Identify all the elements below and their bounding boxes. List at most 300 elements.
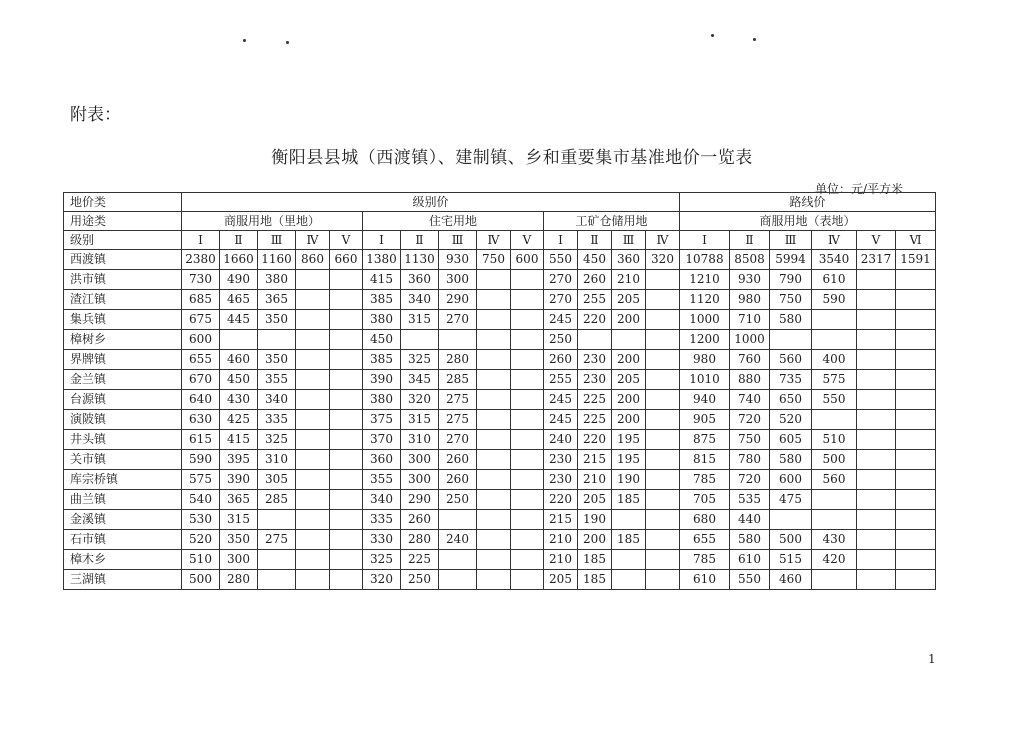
price-cell [439, 510, 477, 530]
price-cell: 415 [363, 270, 401, 290]
price-cell [511, 530, 544, 550]
grade-header-cell: Ⅴ [330, 231, 363, 250]
price-cell: 875 [680, 430, 730, 450]
price-cell: 465 [220, 290, 258, 310]
price-cell [896, 330, 936, 350]
price-cell: 680 [680, 510, 730, 530]
price-cell: 750 [730, 430, 770, 450]
price-cell: 310 [258, 450, 296, 470]
price-cell: 225 [401, 550, 439, 570]
price-cell [477, 430, 511, 450]
land-price-table [63, 192, 936, 590]
price-cell: 355 [258, 370, 296, 390]
price-cell: 315 [220, 510, 258, 530]
price-cell [439, 570, 477, 590]
price-cell: 735 [770, 370, 812, 390]
table-row [64, 390, 936, 410]
price-cell: 420 [812, 550, 857, 570]
table-row [64, 530, 936, 550]
price-cell: 340 [363, 490, 401, 510]
price-cell: 245 [544, 410, 578, 430]
price-cell [296, 350, 330, 370]
price-cell: 450 [578, 250, 612, 270]
price-cell: 1000 [680, 310, 730, 330]
price-cell: 550 [544, 250, 578, 270]
price-cell [646, 350, 680, 370]
group-road-price: 路线价 [680, 193, 936, 212]
price-cell: 245 [544, 390, 578, 410]
price-cell [511, 330, 544, 350]
price-cell [896, 290, 936, 310]
price-cell [612, 550, 646, 570]
corner-label-grade: 级别 [64, 231, 182, 250]
price-cell: 720 [730, 470, 770, 490]
price-cell [857, 530, 896, 550]
price-cell [330, 430, 363, 450]
price-cell: 590 [182, 450, 220, 470]
price-cell [477, 530, 511, 550]
town-name: 曲兰镇 [64, 490, 182, 510]
price-cell [511, 290, 544, 310]
price-cell: 1591 [896, 250, 936, 270]
price-cell: 325 [401, 350, 439, 370]
price-cell: 650 [770, 390, 812, 410]
unit-label: 单位：元/平方米 [815, 182, 904, 196]
price-cell: 535 [730, 490, 770, 510]
table-row [64, 510, 936, 530]
price-cell: 195 [612, 430, 646, 450]
price-cell: 2380 [182, 250, 220, 270]
price-cell: 200 [612, 350, 646, 370]
price-cell [511, 510, 544, 530]
price-cell [646, 410, 680, 430]
price-cell: 375 [363, 410, 401, 430]
price-cell: 230 [578, 370, 612, 390]
price-cell: 210 [612, 270, 646, 290]
price-cell: 360 [612, 250, 646, 270]
price-cell: 390 [220, 470, 258, 490]
grade-header-cell: Ⅰ [680, 231, 730, 250]
price-cell: 335 [258, 410, 296, 430]
price-cell: 325 [258, 430, 296, 450]
price-cell: 580 [730, 530, 770, 550]
price-cell: 230 [578, 350, 612, 370]
price-cell [477, 410, 511, 430]
price-cell: 275 [258, 530, 296, 550]
price-cell [646, 470, 680, 490]
price-cell [612, 510, 646, 530]
table-row [64, 410, 936, 430]
price-cell: 385 [363, 290, 401, 310]
price-cell: 365 [258, 290, 296, 310]
price-cell: 610 [730, 550, 770, 570]
price-cell [477, 290, 511, 310]
price-cell [857, 490, 896, 510]
price-cell: 300 [401, 450, 439, 470]
price-cell: 210 [578, 470, 612, 490]
price-cell [646, 530, 680, 550]
price-cell [511, 310, 544, 330]
price-cell: 580 [770, 310, 812, 330]
price-cell: 880 [730, 370, 770, 390]
price-cell [296, 330, 330, 350]
price-cell: 315 [401, 410, 439, 430]
price-cell: 345 [401, 370, 439, 390]
price-cell [511, 270, 544, 290]
price-cell: 550 [812, 390, 857, 410]
price-cell [896, 550, 936, 570]
price-cell [477, 450, 511, 470]
grade-header-cell: Ⅱ [220, 231, 258, 250]
price-cell [857, 430, 896, 450]
price-cell: 660 [330, 250, 363, 270]
scan-speck [243, 39, 246, 42]
price-cell: 860 [296, 250, 330, 270]
table-row [64, 350, 936, 370]
price-cell: 1210 [680, 270, 730, 290]
price-cell [220, 330, 258, 350]
price-cell: 640 [182, 390, 220, 410]
price-cell: 370 [363, 430, 401, 450]
price-cell [477, 270, 511, 290]
price-cell: 270 [544, 290, 578, 310]
price-cell: 200 [612, 310, 646, 330]
price-cell: 1660 [220, 250, 258, 270]
price-cell: 600 [770, 470, 812, 490]
price-cell [296, 510, 330, 530]
price-cell [330, 470, 363, 490]
price-cell: 490 [220, 270, 258, 290]
grade-header-cell: Ⅲ [770, 231, 812, 250]
price-cell: 270 [439, 310, 477, 330]
price-cell: 230 [544, 470, 578, 490]
price-cell [646, 550, 680, 570]
price-cell: 290 [439, 290, 477, 310]
grade-header-cell: Ⅳ [812, 231, 857, 250]
price-cell: 450 [220, 370, 258, 390]
price-cell: 750 [770, 290, 812, 310]
table-row [64, 450, 936, 470]
price-cell: 400 [812, 350, 857, 370]
price-cell: 205 [578, 490, 612, 510]
price-cell [896, 490, 936, 510]
price-cell: 200 [578, 530, 612, 550]
table-row [64, 430, 936, 450]
price-cell: 320 [401, 390, 439, 410]
price-cell [896, 370, 936, 390]
price-cell: 225 [578, 410, 612, 430]
price-cell: 240 [544, 430, 578, 450]
grade-header-cell: Ⅱ [401, 231, 439, 250]
price-cell: 2317 [857, 250, 896, 270]
price-cell [330, 510, 363, 530]
price-cell: 460 [770, 570, 812, 590]
price-cell [511, 450, 544, 470]
price-cell [857, 570, 896, 590]
price-cell: 260 [544, 350, 578, 370]
price-cell [511, 410, 544, 430]
subgroup-residential: 住宅用地 [363, 212, 544, 231]
town-name: 台源镇 [64, 390, 182, 410]
price-cell [812, 570, 857, 590]
price-cell: 675 [182, 310, 220, 330]
price-cell: 280 [439, 350, 477, 370]
price-cell [296, 550, 330, 570]
town-name: 樟树乡 [64, 330, 182, 350]
price-cell: 350 [258, 310, 296, 330]
price-cell: 510 [182, 550, 220, 570]
price-cell [477, 310, 511, 330]
price-cell: 215 [578, 450, 612, 470]
price-cell [401, 330, 439, 350]
price-cell: 260 [439, 450, 477, 470]
town-name: 渣江镇 [64, 290, 182, 310]
price-cell [477, 510, 511, 530]
price-cell: 1200 [680, 330, 730, 350]
table-row [64, 310, 936, 330]
price-cell [330, 270, 363, 290]
town-name: 三湖镇 [64, 570, 182, 590]
price-cell [511, 470, 544, 490]
subgroup-commercial-surface: 商服用地（表地） [680, 212, 936, 231]
document-title: 衡阳县县城（西渡镇）、建制镇、乡和重要集市基准地价一览表 [271, 148, 753, 168]
price-cell: 320 [646, 250, 680, 270]
price-cell [812, 330, 857, 350]
price-cell: 475 [770, 490, 812, 510]
price-cell [330, 490, 363, 510]
price-cell: 255 [544, 370, 578, 390]
price-cell: 300 [401, 470, 439, 490]
town-name: 集兵镇 [64, 310, 182, 330]
price-cell [296, 470, 330, 490]
price-cell [646, 270, 680, 290]
price-cell: 335 [363, 510, 401, 530]
price-cell [330, 290, 363, 310]
price-cell: 210 [544, 550, 578, 570]
price-cell: 240 [439, 530, 477, 550]
price-cell [857, 550, 896, 570]
price-cell [646, 370, 680, 390]
price-cell [296, 270, 330, 290]
price-cell: 425 [220, 410, 258, 430]
price-cell [296, 570, 330, 590]
price-cell: 1380 [363, 250, 401, 270]
town-name: 西渡镇 [64, 250, 182, 270]
price-cell: 460 [220, 350, 258, 370]
price-cell [646, 490, 680, 510]
price-cell [612, 330, 646, 350]
price-cell: 780 [730, 450, 770, 470]
price-cell: 190 [578, 510, 612, 530]
price-cell: 260 [439, 470, 477, 490]
price-cell [511, 490, 544, 510]
price-cell: 350 [258, 350, 296, 370]
price-cell: 305 [258, 470, 296, 490]
price-cell: 260 [401, 510, 439, 530]
price-cell [330, 370, 363, 390]
price-cell [330, 450, 363, 470]
price-cell [646, 390, 680, 410]
price-cell [511, 390, 544, 410]
price-cell: 705 [680, 490, 730, 510]
price-cell [439, 550, 477, 570]
price-cell: 685 [182, 290, 220, 310]
table-row [64, 370, 936, 390]
price-cell [477, 330, 511, 350]
price-cell: 250 [401, 570, 439, 590]
price-cell [477, 470, 511, 490]
price-cell: 285 [439, 370, 477, 390]
price-cell: 195 [612, 450, 646, 470]
price-cell: 290 [401, 490, 439, 510]
price-cell: 300 [439, 270, 477, 290]
price-cell: 205 [544, 570, 578, 590]
price-cell [857, 450, 896, 470]
table-row [64, 490, 936, 510]
price-cell [812, 510, 857, 530]
price-cell [258, 510, 296, 530]
price-cell: 790 [770, 270, 812, 290]
price-cell: 250 [544, 330, 578, 350]
town-name: 金兰镇 [64, 370, 182, 390]
price-cell: 3540 [812, 250, 857, 270]
price-cell: 415 [220, 430, 258, 450]
price-cell: 440 [730, 510, 770, 530]
price-cell: 220 [578, 310, 612, 330]
price-cell: 185 [578, 550, 612, 570]
price-cell [477, 350, 511, 370]
price-cell: 720 [730, 410, 770, 430]
price-cell [857, 330, 896, 350]
price-cell [896, 410, 936, 430]
grade-header-cell: Ⅰ [363, 231, 401, 250]
price-cell: 275 [439, 410, 477, 430]
price-cell: 355 [363, 470, 401, 490]
price-cell: 750 [477, 250, 511, 270]
price-cell: 325 [363, 550, 401, 570]
price-cell: 575 [812, 370, 857, 390]
table-row [64, 250, 936, 270]
price-cell: 280 [401, 530, 439, 550]
price-cell: 365 [220, 490, 258, 510]
price-cell [857, 510, 896, 530]
price-cell: 1130 [401, 250, 439, 270]
price-cell: 730 [182, 270, 220, 290]
price-cell: 710 [730, 310, 770, 330]
price-cell [330, 330, 363, 350]
price-cell [857, 390, 896, 410]
subgroup-commercial-inner: 商服用地（里地） [182, 212, 363, 231]
price-cell [511, 350, 544, 370]
scan-speck [286, 41, 289, 44]
price-cell [770, 330, 812, 350]
price-cell: 560 [770, 350, 812, 370]
price-cell [477, 390, 511, 410]
price-cell [896, 310, 936, 330]
price-cell [511, 550, 544, 570]
price-cell: 320 [363, 570, 401, 590]
grade-header-cell: Ⅲ [439, 231, 477, 250]
page-number: 1 [928, 652, 936, 666]
price-cell: 760 [730, 350, 770, 370]
price-cell: 225 [578, 390, 612, 410]
price-cell: 610 [812, 270, 857, 290]
price-cell: 360 [401, 270, 439, 290]
town-name: 库宗桥镇 [64, 470, 182, 490]
price-cell: 260 [578, 270, 612, 290]
price-cell: 350 [220, 530, 258, 550]
price-cell: 360 [363, 450, 401, 470]
price-cell: 580 [770, 450, 812, 470]
price-cell: 390 [363, 370, 401, 390]
price-cell [646, 330, 680, 350]
price-cell: 785 [680, 470, 730, 490]
price-cell [857, 290, 896, 310]
price-cell: 540 [182, 490, 220, 510]
table-row [64, 470, 936, 490]
price-cell [330, 410, 363, 430]
price-cell [296, 410, 330, 430]
price-cell: 500 [770, 530, 812, 550]
price-cell: 940 [680, 390, 730, 410]
price-cell: 630 [182, 410, 220, 430]
price-cell [612, 570, 646, 590]
price-cell [477, 570, 511, 590]
price-cell [896, 450, 936, 470]
town-name: 石市镇 [64, 530, 182, 550]
price-cell: 980 [730, 290, 770, 310]
price-cell: 655 [680, 530, 730, 550]
price-cell: 930 [730, 270, 770, 290]
price-cell [330, 570, 363, 590]
price-cell: 1120 [680, 290, 730, 310]
price-cell [646, 510, 680, 530]
price-cell: 340 [258, 390, 296, 410]
price-cell: 380 [363, 310, 401, 330]
grade-header-cell: Ⅴ [511, 231, 544, 250]
price-cell: 500 [812, 450, 857, 470]
price-cell [812, 310, 857, 330]
price-cell [296, 430, 330, 450]
price-cell: 300 [220, 550, 258, 570]
price-cell [296, 490, 330, 510]
price-cell: 205 [612, 370, 646, 390]
price-cell: 395 [220, 450, 258, 470]
price-cell [477, 370, 511, 390]
table-row [64, 550, 936, 570]
price-cell: 740 [730, 390, 770, 410]
price-cell: 190 [612, 470, 646, 490]
appendix-label: 附表： [70, 105, 121, 125]
price-cell [511, 570, 544, 590]
price-cell: 230 [544, 450, 578, 470]
price-cell: 10788 [680, 250, 730, 270]
price-cell [857, 270, 896, 290]
price-cell: 610 [680, 570, 730, 590]
price-cell [896, 390, 936, 410]
corner-label-price-type: 地价类 [64, 193, 182, 212]
price-cell: 185 [612, 530, 646, 550]
price-cell [857, 370, 896, 390]
price-cell: 615 [182, 430, 220, 450]
grade-header-cell: Ⅰ [182, 231, 220, 250]
price-cell: 590 [812, 290, 857, 310]
price-cell: 255 [578, 290, 612, 310]
price-cell: 575 [182, 470, 220, 490]
price-cell: 510 [812, 430, 857, 450]
grade-header-cell: Ⅱ [578, 231, 612, 250]
price-cell: 530 [182, 510, 220, 530]
